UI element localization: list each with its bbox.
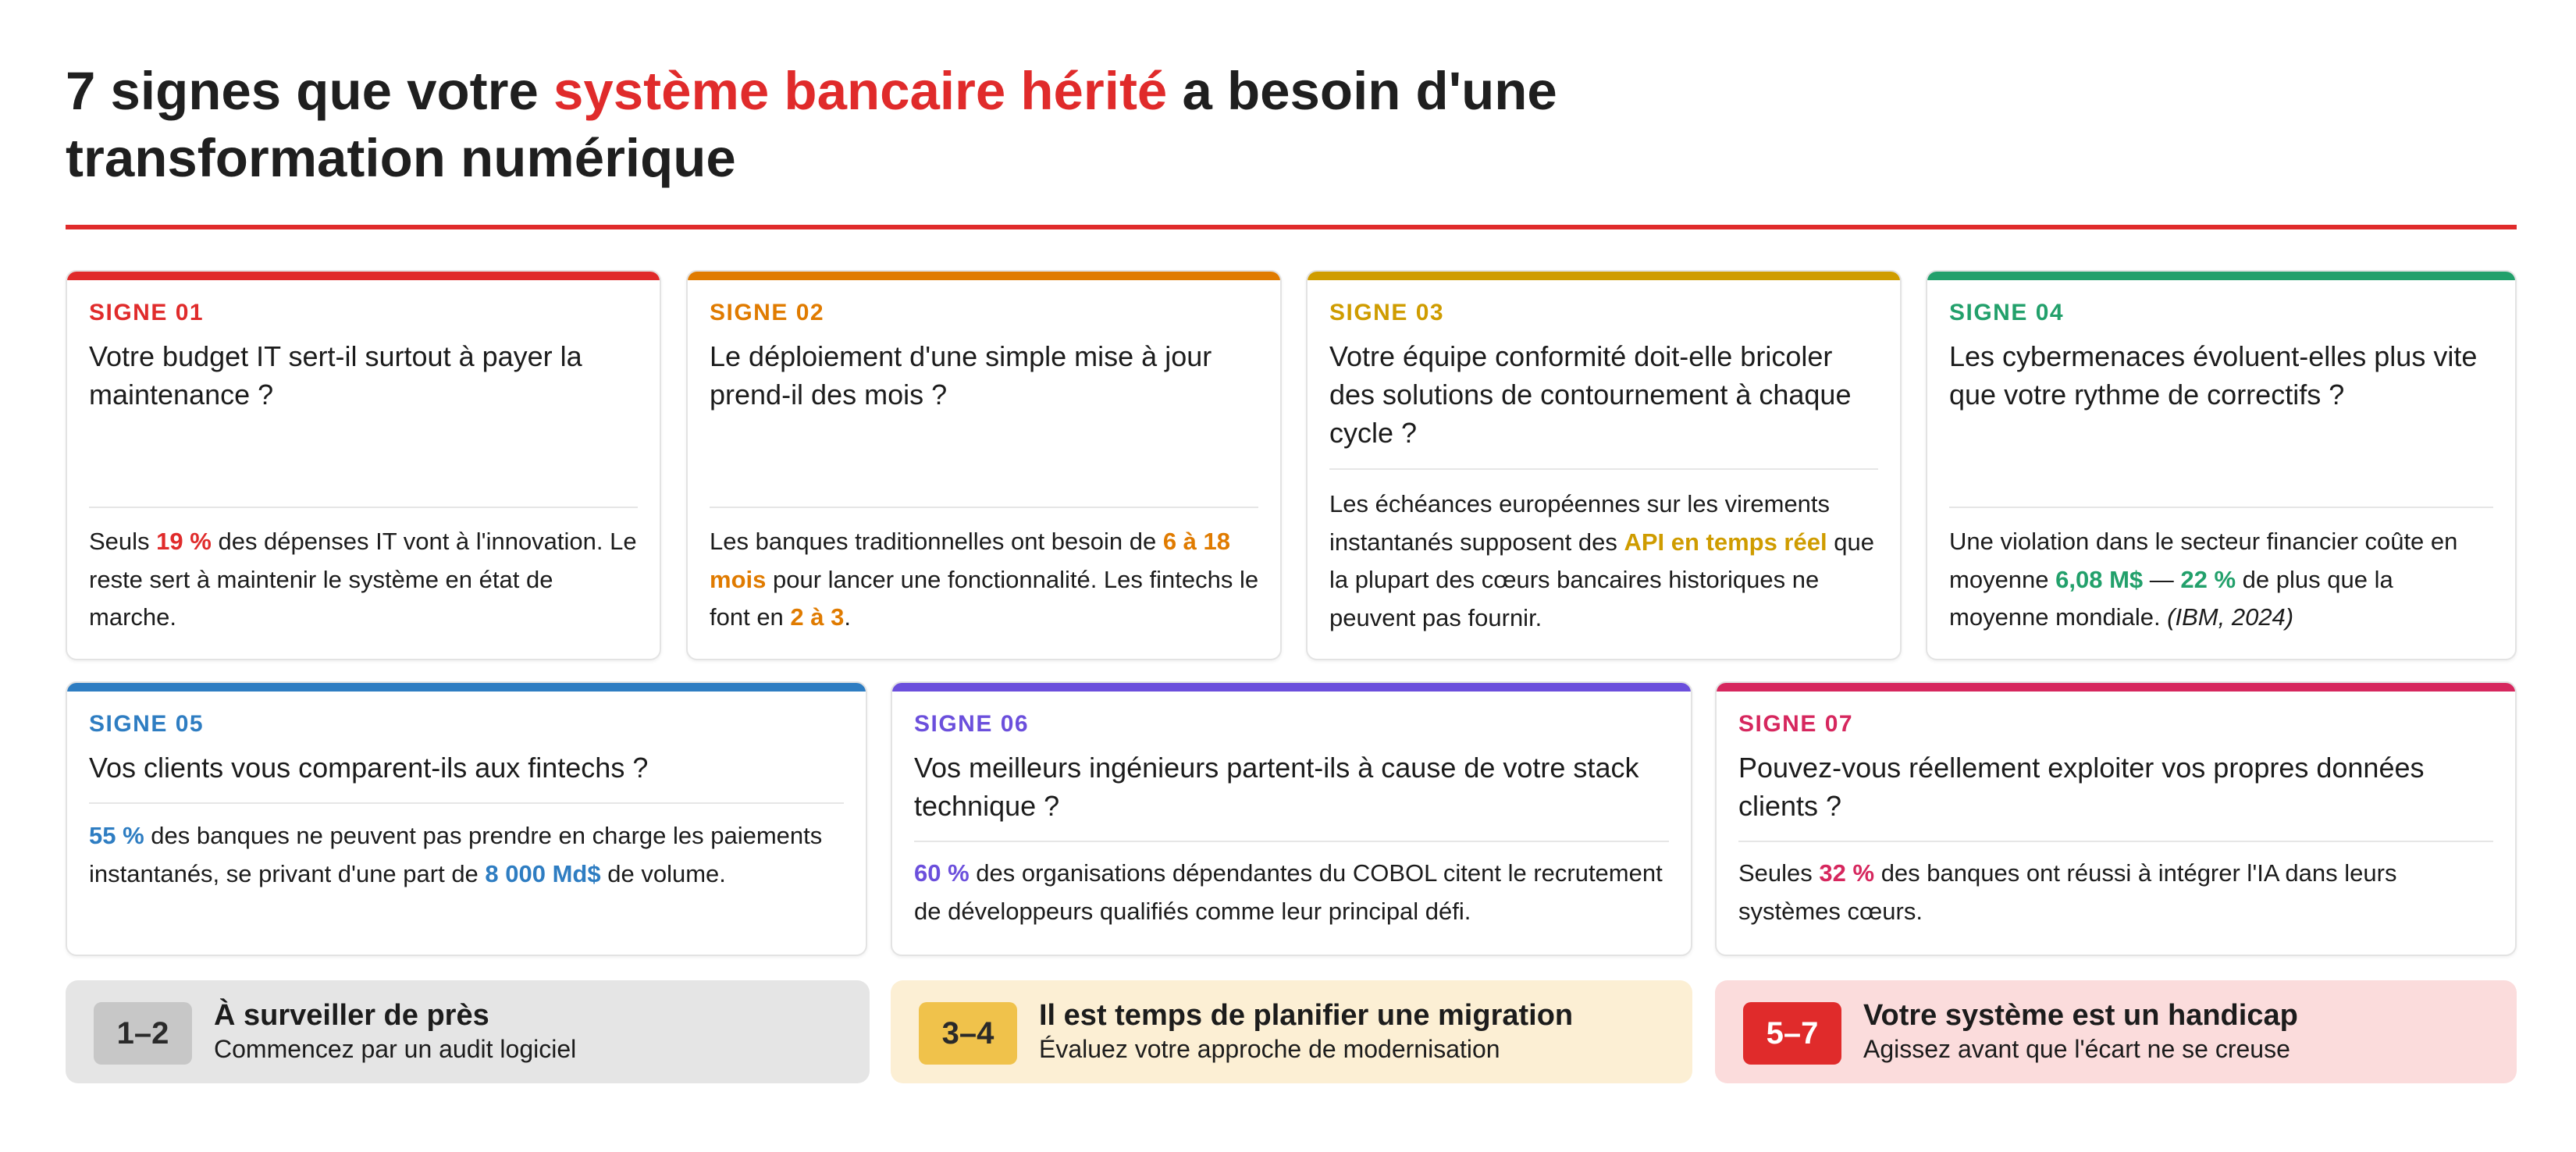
score-badge: 3–4 <box>919 1002 1017 1065</box>
sign-card-03 <box>1306 270 1902 660</box>
sign-description <box>1738 855 2498 930</box>
highlight-stat: 22 % <box>2180 565 2236 593</box>
title-part1: 7 signes que votre <box>66 61 554 121</box>
sign-question: Votre équipe conformité doit-elle bricoler des solutions de contournement à chaque cycle ? <box>1329 340 1852 449</box>
highlight-stat: 32 % <box>1819 859 1875 887</box>
score-title: Votre système est un handicap <box>1863 999 2298 1032</box>
sign-label: SIGNE 07 <box>1738 711 1854 737</box>
score-band-high <box>1715 980 2517 1083</box>
description-text: — <box>2143 565 2181 593</box>
description-text: (IBM, 2024) <box>2167 603 2294 631</box>
highlight-stat: 19 % <box>156 528 212 555</box>
score-title: À surveiller de près <box>214 999 489 1032</box>
description-text: des dépenses IT vont à l'innovation. Le reste sert à maintenir le système en état de marche. <box>89 528 637 631</box>
card-accent-bar <box>1927 272 2515 280</box>
sign-label: SIGNE 01 <box>89 300 205 325</box>
sign-description <box>1329 485 1883 637</box>
card-divider <box>710 507 1258 508</box>
score-badge: 5–7 <box>1743 1002 1841 1065</box>
description-text: des organisations dépendantes du COBOL citent le recrutement de développeurs qualifiés comme leur principal défi. <box>914 859 1663 925</box>
description-text: de volume. <box>600 859 726 887</box>
highlight-stat: 6 à 18 mois <box>710 528 1231 593</box>
highlight-stat: API en temps réel <box>1624 528 1827 556</box>
highlight-stat: 6,08 M$ <box>2055 565 2144 593</box>
sign-question: Votre budget IT sert-il surtout à payer la maintenance ? <box>89 340 582 411</box>
sign-question: Pouvez-vous réellement exploiter vos propres données clients ? <box>1738 752 2425 822</box>
card-divider <box>1949 507 2493 508</box>
sign-label: SIGNE 05 <box>89 711 205 737</box>
score-title: Il est temps de planifier une migration <box>1039 999 1574 1032</box>
sign-question: Vos meilleurs ingénieurs partent-ils à cause de votre stack technique ? <box>914 752 1639 822</box>
sign-card-07 <box>1715 681 2517 956</box>
description-text: Seuls <box>89 528 157 555</box>
card-accent-bar <box>67 683 866 692</box>
card-accent-bar <box>1308 272 1900 280</box>
sign-card-05 <box>66 681 867 956</box>
score-subtitle: Évaluez votre approche de modernisation <box>1039 1035 1500 1063</box>
highlight-stat: 8 000 Md$ <box>485 859 601 887</box>
description-text: de plus que la moyenne mondiale. <box>1949 565 2393 631</box>
score-band-low <box>66 980 870 1083</box>
score-subtitle: Agissez avant que l'écart ne se creuse <box>1863 1035 2290 1063</box>
title-part2: a besoin d'une transformation numérique <box>66 61 1557 188</box>
card-accent-bar <box>67 272 660 280</box>
score-subtitle: Commencez par un audit logiciel <box>214 1035 577 1063</box>
sign-description <box>89 523 642 637</box>
sign-description <box>914 855 1674 930</box>
sign-question: Vos clients vous comparent-ils aux fintechs ? <box>89 752 649 784</box>
description-text: des banques ont réussi à intégrer l'IA dans leurs systèmes cœurs. <box>1738 859 2397 925</box>
card-accent-bar <box>688 272 1280 280</box>
score-badge: 1–2 <box>94 1002 192 1065</box>
sign-question: Les cybermenaces évoluent-elles plus vite que votre rythme de correctifs ? <box>1949 340 2478 411</box>
description-text: Seules <box>1738 859 1820 887</box>
highlight-stat: 2 à 3 <box>790 603 845 631</box>
card-divider <box>89 507 638 508</box>
description-text: . <box>844 603 851 631</box>
description-text: Les échéances européennes sur les virements instantanés supposent des <box>1329 490 1831 556</box>
card-divider <box>1329 468 1878 470</box>
description-text: Une violation dans le secteur financier coûte en moyenne <box>1949 528 2458 593</box>
sign-card-06 <box>891 681 1692 956</box>
sign-card-01 <box>66 270 661 660</box>
highlight-stat: 60 % <box>914 859 970 887</box>
card-divider <box>1738 841 2493 842</box>
sign-description <box>710 523 1263 637</box>
sign-question: Le déploiement d'une simple mise à jour prend-il des mois ? <box>710 340 1212 411</box>
card-divider <box>89 802 844 804</box>
card-divider <box>914 841 1669 842</box>
title-highlight: système bancaire hérité <box>553 61 1168 121</box>
highlight-stat: 55 % <box>89 822 144 849</box>
description-text: des banques ne peuvent pas prendre en charge les paiements instantanés, se privant d'une part de <box>89 822 823 887</box>
description-text: Les banques traditionnelles ont besoin de <box>710 528 1163 555</box>
sign-label: SIGNE 06 <box>914 711 1030 737</box>
sign-card-02 <box>686 270 1282 660</box>
card-accent-bar <box>1717 683 2515 692</box>
description-text: pour lancer une fonctionnalité. Les fintechs le font en <box>710 565 1259 631</box>
description-text: que la plupart des cœurs bancaires historiques ne peuvent pas fournir. <box>1329 528 1874 631</box>
sign-card-04 <box>1926 270 2517 660</box>
page-title <box>66 58 1705 192</box>
sign-label: SIGNE 03 <box>1329 300 1445 325</box>
card-accent-bar <box>892 683 1691 692</box>
score-band-medium <box>891 980 1692 1083</box>
sign-label: SIGNE 04 <box>1949 300 2065 325</box>
sign-description <box>89 817 849 893</box>
title-divider <box>66 225 2517 229</box>
sign-label: SIGNE 02 <box>710 300 825 325</box>
sign-description <box>1949 523 2498 637</box>
